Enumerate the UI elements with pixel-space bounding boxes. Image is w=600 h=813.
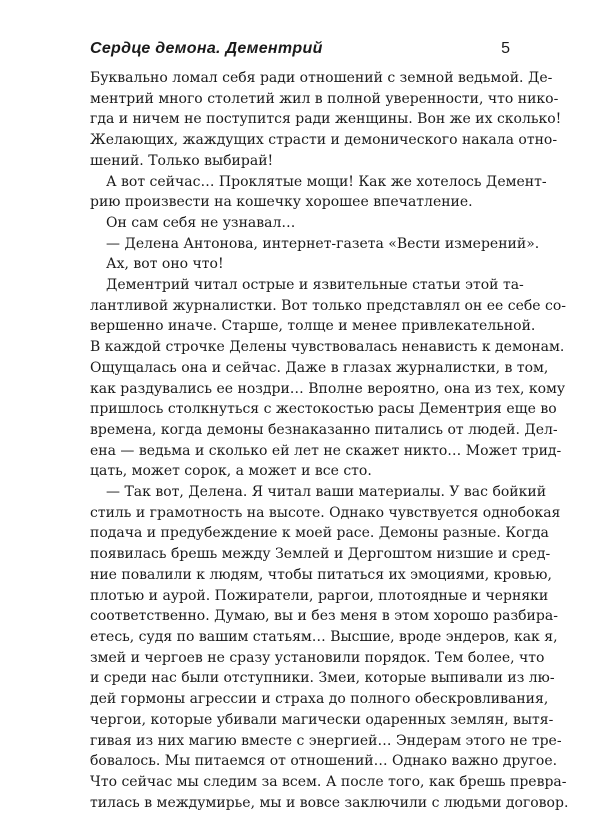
text-line: Что сейчас мы следим за всем. А после того, как брешь превра- [90,773,567,790]
text-line: цать, может сорок, а может и все сто. [90,463,372,480]
text-line: времена, когда демоны безнаказанно питались от людей. Дел- [90,421,558,438]
text-line: рию произвести на кошечку хорошее впечатление. [90,194,473,211]
text-line: подача и предубеждение к моей расе. Демоны разные. Когда [90,525,549,542]
text-line: етесь, судя по вашим статьям… Высшие, вроде эндеров, как я, [90,628,558,645]
text-line: дей гормоны агрессии и страха до полного обескровливания, [90,691,549,708]
text-line: и среди нас были отступники. Змеи, которые выпивали из лю- [90,670,555,687]
text-line: Ах, вот оно что! [106,256,224,273]
text-line: В каждой строчке Делены чувствовалась ненависть к демонам. [90,339,565,356]
body-text [90,68,569,813]
text-line: появилась брешь между Землей и Дергоштом низшие и сред- [90,546,551,563]
text-line: гда и ничем не поступится ради женщины. Вон же их сколько! [90,111,562,128]
text-line: тилась в междумирье, мы и вовсе заключили с людьми договор. [90,794,569,811]
text-line: стиль и грамотность на высоте. Однако чувствуется однобокая [90,504,561,521]
text-line: А вот сейчас… Проклятые мощи! Как же хотелось Демент- [106,173,547,190]
text-line: шений. Только выбирай! [90,152,274,169]
text-line: Буквально ломал себя ради отношений с земной ведьмой. Де- [90,70,553,86]
text-line: ментрий много столетий жил в полной уверенности, что нико- [90,90,559,107]
text-line: соответственно. Думаю, вы и без меня в этом хорошо разбира- [90,608,558,625]
text-line: бовалось. Мы питаемся от отношений… Однако важно другое. [90,753,558,770]
text-line: ена — ведьма и сколько ей лет не скажет никто… Может трид- [90,442,562,459]
page-number: 5 [501,40,510,57]
text-line: плотью и аурой. Пожиратели, раргои, плотоядные и черняки [90,587,549,604]
text-line: как раздувались ее ноздри… Вполне вероятно, она из тех, кому [90,380,566,397]
text-line: ние повалили к людям, чтобы питаться их эмоциями, кровью, [90,566,552,583]
text-line: гивая из них магию вместе с энергией… Эндерам этого не тре- [90,732,562,749]
text-line: Он сам себя не узнавал… [106,214,296,231]
text-line: чергои, которые убивали магически одаренных землян, вытя- [90,711,554,728]
text-line: Желающих, жаждущих страсти и демонического накала отно- [90,132,558,149]
text-line: — Так вот, Делена. Я читал ваши материалы. У вас бойкий [106,484,547,501]
text-line: вершенно иначе. Старше, толще и менее привлекательной. [90,318,536,335]
text-line: лантливой журналистки. Вот только представлял он ее себе со- [90,297,567,314]
text-line: — Делена Антонова, интернет-газета «Вести измерений». [106,235,540,252]
text-line: пришлось столкнуться с жестокостью расы Дементрия еще во [90,401,557,418]
text-line: Дементрий читал острые и язвительные статьи этой та- [106,277,524,294]
running-head-title: Сердце демона. Дементрий [90,40,323,57]
text-line: змей и чергоев не сразу установили порядок. Тем более, что [90,649,545,666]
text-line: Ощущалась она и сейчас. Даже в глазах журналистки, в том, [90,359,549,376]
